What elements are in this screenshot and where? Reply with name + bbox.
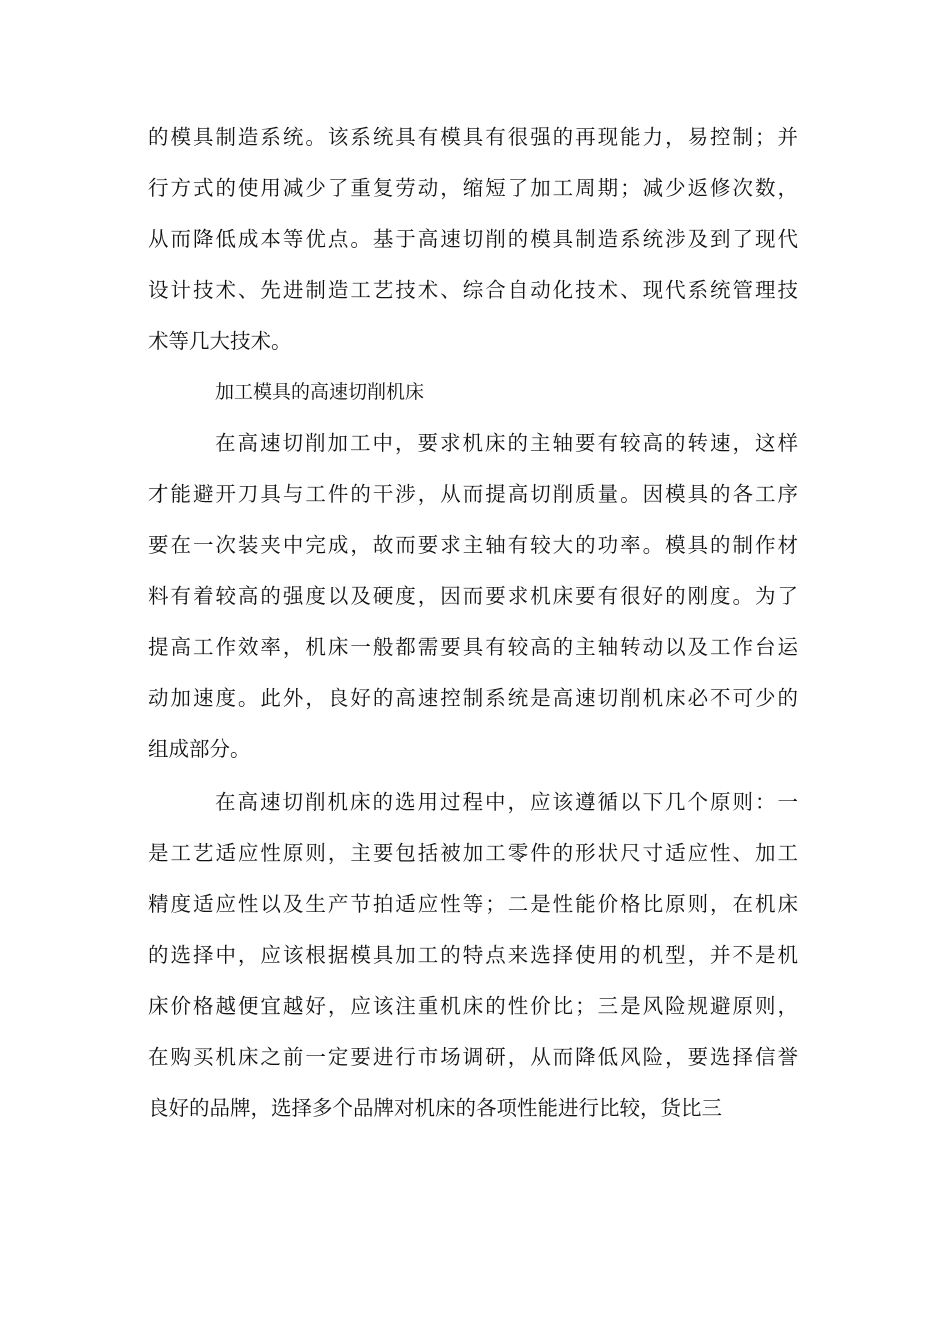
paragraph-line: 精度适应性以及生产节拍适应性等；二是性能价格比原则，在机床 (148, 892, 798, 916)
paragraph-line: 提高工作效率，机床一般都需要具有较高的主轴转动以及工作台运 (148, 635, 798, 659)
paragraph-line: 术等几大技术。 (148, 329, 292, 353)
paragraph-line: 良好的品牌，选择多个品牌对机床的各项性能进行比较，货比三 (148, 1096, 722, 1120)
document-body (148, 112, 798, 1134)
paragraph-line: 在高速切削机床的选用过程中，应该遵循以下几个原则：一 (215, 790, 798, 814)
section-heading: 加工模具的高速切削机床 (215, 381, 425, 403)
paragraph-line: 的模具制造系统。该系统具有模具有很强的再现能力，易控制；并 (148, 125, 798, 149)
paragraph-line: 在购买机床之前一定要进行市场调研，从而降低风险，要选择信誉 (148, 1045, 798, 1069)
paragraph-line: 组成部分。 (148, 737, 251, 761)
paragraph-line: 在高速切削加工中，要求机床的主轴要有较高的转速，这样 (215, 431, 798, 455)
paragraph-line: 是工艺适应性原则，主要包括被加工零件的形状尺寸适应性、加工 (148, 841, 798, 865)
paragraph-3 (148, 777, 798, 1134)
paragraph-line: 行方式的使用减少了重复劳动，缩短了加工周期；减少返修次数， (148, 176, 798, 200)
paragraph-line: 从而降低成本等优点。基于高速切削的模具制造系统涉及到了现代 (148, 227, 798, 251)
paragraph-line: 的选择中，应该根据模具加工的特点来选择使用的机型，并不是机 (148, 943, 798, 967)
paragraph-2 (148, 418, 798, 775)
paragraph-line: 要在一次装夹中完成，故而要求主轴有较大的功率。模具的制作材 (148, 533, 798, 557)
paragraph-line: 动加速度。此外，良好的高速控制系统是高速切削机床必不可少的 (148, 686, 798, 710)
paragraph-line: 床价格越便宜越好，应该注重机床的性价比；三是风险规避原则， (148, 994, 798, 1018)
paragraph-line: 料有着较高的强度以及硬度，因而要求机床要有很好的刚度。为了 (148, 584, 798, 608)
paragraph-line: 设计技术、先进制造工艺技术、综合自动化技术、现代系统管理技 (148, 278, 798, 302)
paragraph-line: 才能避开刀具与工件的干涉，从而提高切削质量。因模具的各工序 (148, 482, 798, 506)
paragraph-1 (148, 112, 798, 367)
